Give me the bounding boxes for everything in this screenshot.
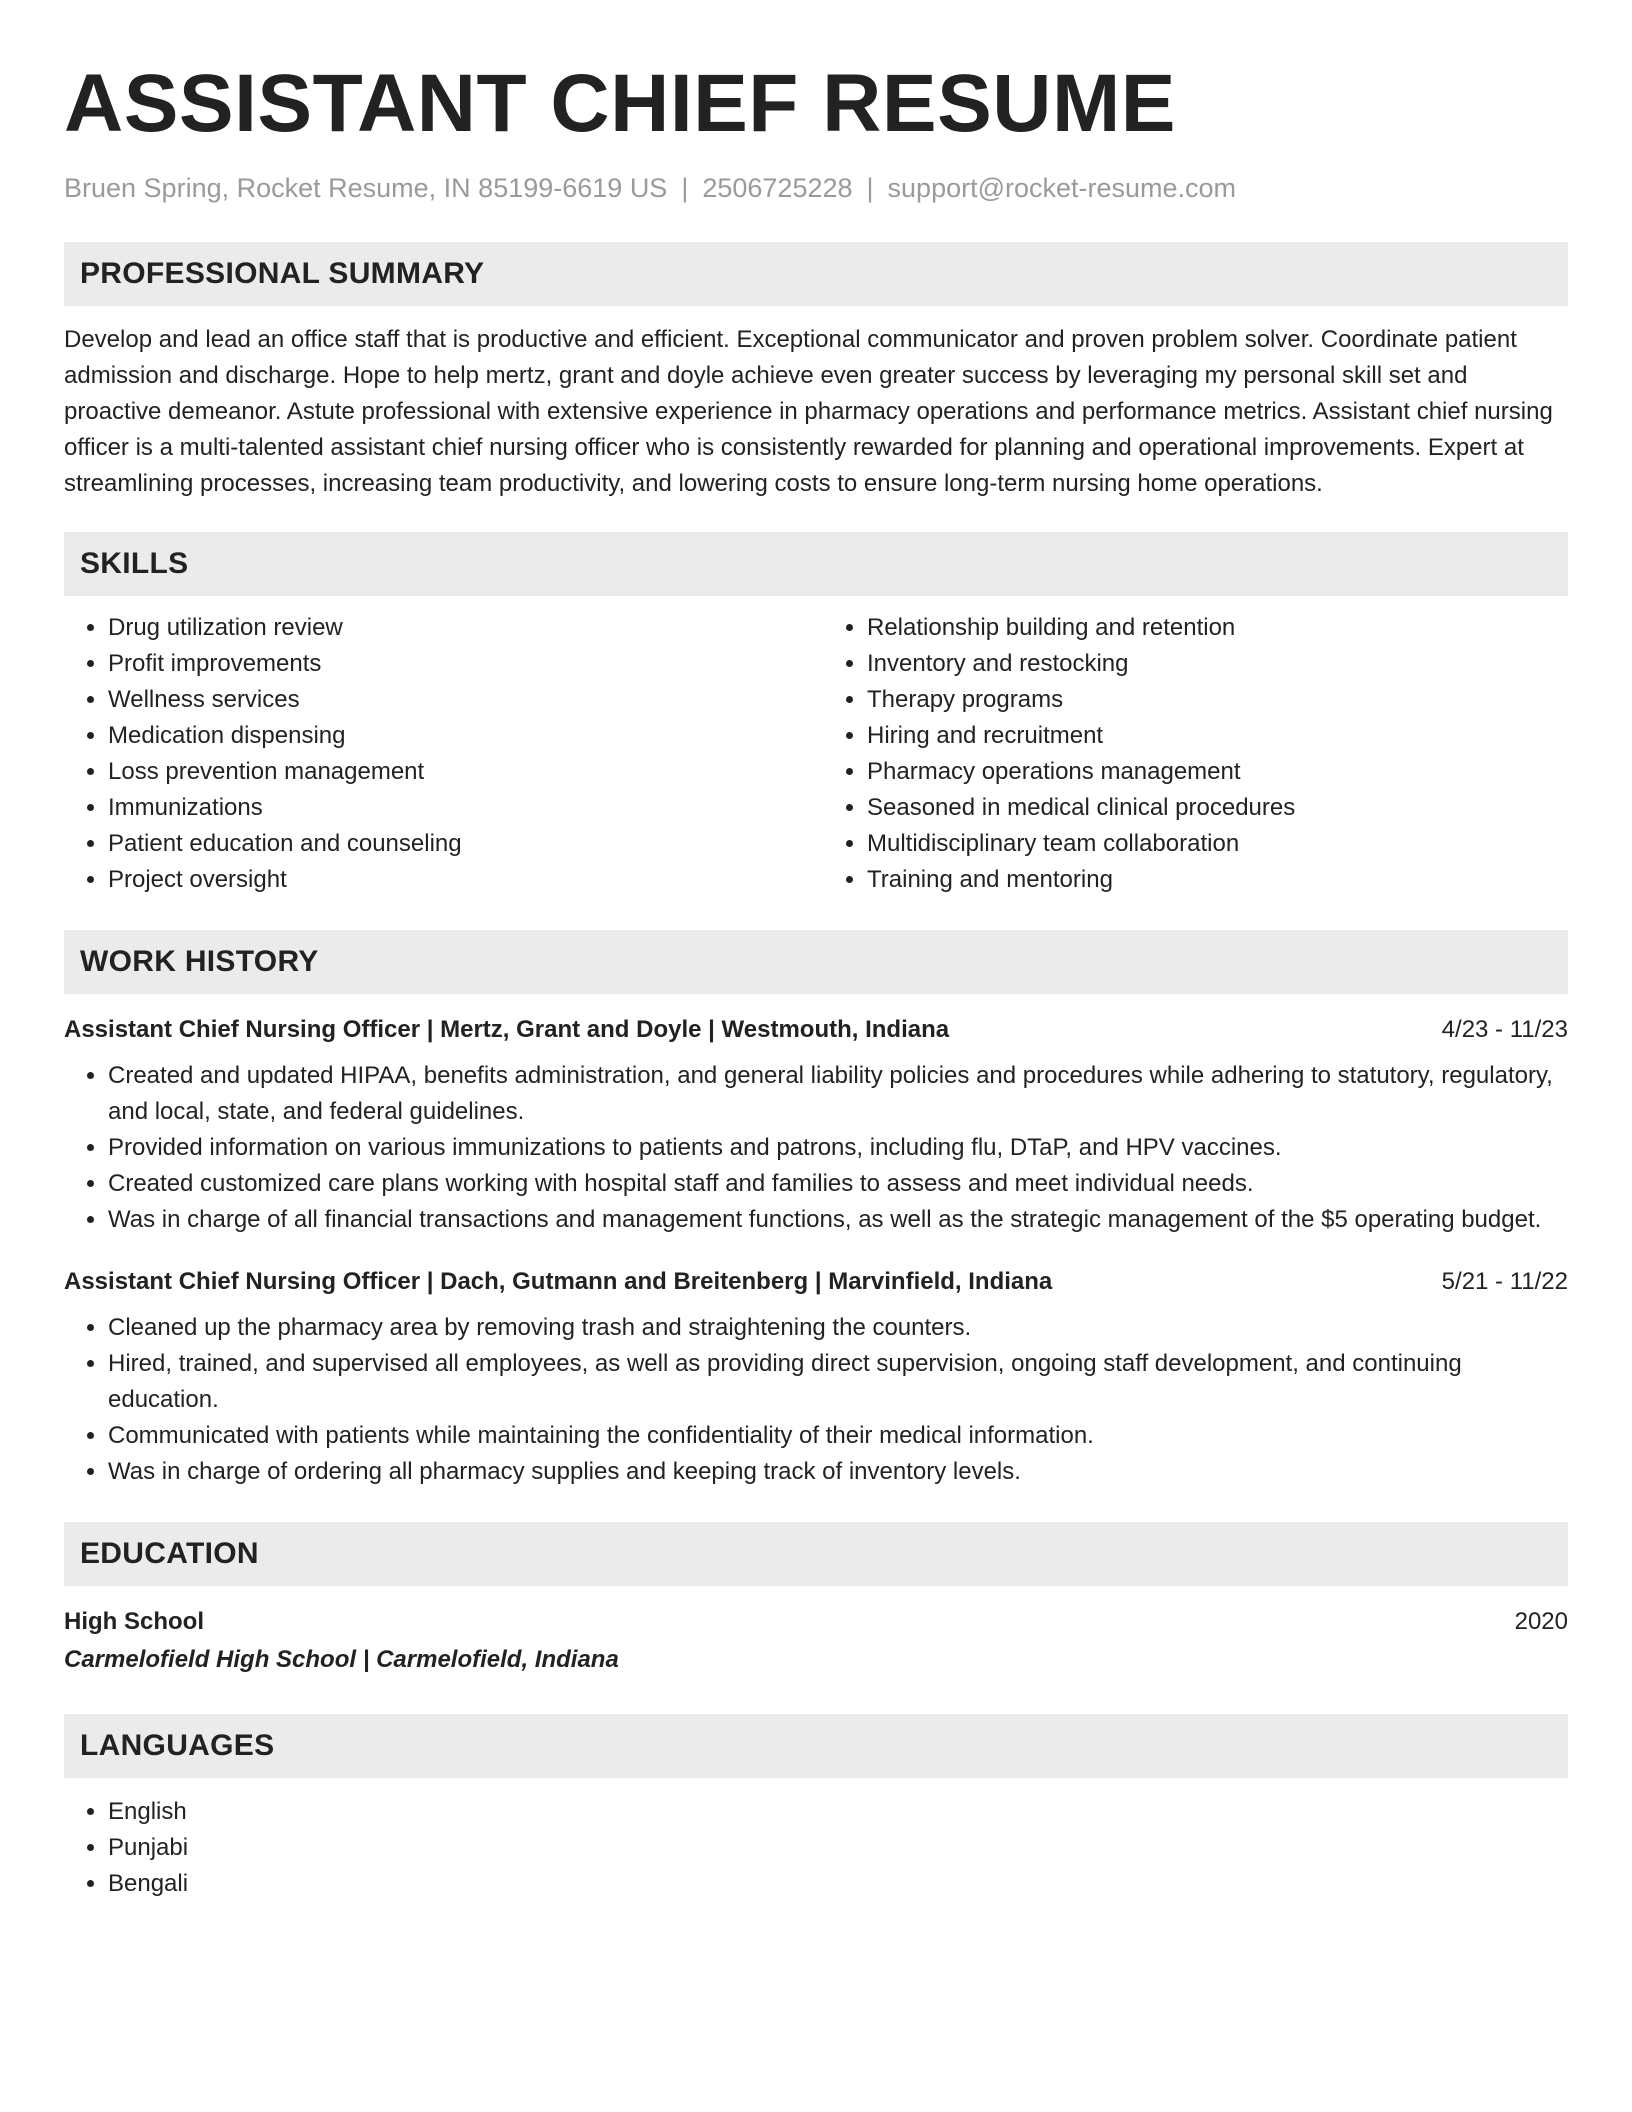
skills-section bbox=[64, 532, 1568, 898]
skill-item: • Medication dispensing bbox=[108, 718, 809, 754]
job-bullet: • Provided information on various immunizations to patients and patrons, including flu, DTaP, and HPV vaccines. bbox=[108, 1130, 1568, 1166]
job-bullets bbox=[64, 1058, 1568, 1238]
skill-item: • Training and mentoring bbox=[867, 862, 1568, 898]
skill-item: • Project oversight bbox=[108, 862, 809, 898]
job-bullet: • Created and updated HIPAA, benefits administration, and general liability policies and procedures while adhering to statutory, regulatory, and local, state, and federal guidelines. bbox=[108, 1058, 1568, 1130]
skill-item: • Relationship building and retention bbox=[867, 610, 1568, 646]
languages-heading: LANGUAGES bbox=[64, 1714, 1568, 1778]
job-bullet: • Hired, trained, and supervised all employees, as well as providing direct supervision, ongoing staff development, and continuing education. bbox=[108, 1346, 1568, 1418]
language-item: • Bengali bbox=[108, 1866, 1568, 1902]
job-entry bbox=[64, 1012, 1568, 1238]
contact-separator: | bbox=[681, 173, 689, 203]
skill-item: • Loss prevention management bbox=[108, 754, 809, 790]
job-title: Assistant Chief Nursing Officer | Mertz, Grant and Doyle | Westmouth, Indiana bbox=[64, 1016, 950, 1043]
skill-item: • Immunizations bbox=[108, 790, 809, 826]
skill-item: • Seasoned in medical clinical procedures bbox=[867, 790, 1568, 826]
skill-item: • Drug utilization review bbox=[108, 610, 809, 646]
job-entry bbox=[64, 1264, 1568, 1490]
job-bullet: • Communicated with patients while maintaining the confidentiality of their medical information. bbox=[108, 1418, 1568, 1454]
education-year: 2020 bbox=[1514, 1608, 1568, 1635]
skill-item: • Wellness services bbox=[108, 682, 809, 718]
skill-item: • Patient education and counseling bbox=[108, 826, 809, 862]
job-bullet: • Was in charge of all financial transactions and management functions, as well as the strategic management of the $5 operating budget. bbox=[108, 1202, 1568, 1238]
languages-list bbox=[64, 1794, 1568, 1902]
skills-list-right bbox=[809, 610, 1568, 898]
language-item: • English bbox=[108, 1794, 1568, 1830]
skill-item: • Multidisciplinary team collaboration bbox=[867, 826, 1568, 862]
job-bullet: • Cleaned up the pharmacy area by removing trash and straightening the counters. bbox=[108, 1310, 1568, 1346]
skills-heading: SKILLS bbox=[64, 532, 1568, 596]
skills-columns bbox=[64, 610, 1568, 898]
skill-item: • Therapy programs bbox=[867, 682, 1568, 718]
education-section bbox=[64, 1522, 1568, 1678]
skills-list-left bbox=[64, 610, 809, 898]
language-item: • Punjabi bbox=[108, 1830, 1568, 1866]
work-heading: WORK HISTORY bbox=[64, 930, 1568, 994]
skill-item: • Hiring and recruitment bbox=[867, 718, 1568, 754]
contact-line bbox=[64, 170, 1568, 206]
education-entry bbox=[64, 1604, 1568, 1678]
summary-section bbox=[64, 242, 1568, 502]
languages-section bbox=[64, 1714, 1568, 1902]
skill-item: • Profit improvements bbox=[108, 646, 809, 682]
job-title: Assistant Chief Nursing Officer | Dach, Gutmann and Breitenberg | Marvinfield, Indiana bbox=[64, 1268, 1053, 1295]
education-header bbox=[64, 1604, 1568, 1640]
job-dates: 4/23 - 11/23 bbox=[1441, 1016, 1568, 1043]
contact-separator: | bbox=[866, 173, 874, 203]
education-school: Carmelofield High School | Carmelofield, Indiana bbox=[64, 1646, 619, 1673]
job-bullet: • Created customized care plans working with hospital staff and families to assess and meet individual needs. bbox=[108, 1166, 1568, 1202]
contact-email: support@rocket-resume.com bbox=[887, 173, 1237, 203]
education-heading: EDUCATION bbox=[64, 1522, 1568, 1586]
skill-item: • Inventory and restocking bbox=[867, 646, 1568, 682]
summary-text: Develop and lead an office staff that is productive and efficient. Exceptional communicator and proven problem solver. Coordinate patient admission and discharge. Hope to help mertz, grant and doyle achieve even greater success by leveraging my personal skill set and proactive demeanor. Astute professional with extensive experience in pharmacy operations and performance metrics. Assistant chief nursing officer is a multi-talented assistant chief nursing officer who is consistently rewarded for planning and operational improvements. Expert at streamlining processes, increasing team productivity, and lowering costs to ensure long-term nursing home operations. bbox=[64, 326, 1553, 497]
job-header bbox=[64, 1264, 1568, 1300]
summary-heading: PROFESSIONAL SUMMARY bbox=[64, 242, 1568, 306]
skill-item: • Pharmacy operations management bbox=[867, 754, 1568, 790]
work-section bbox=[64, 930, 1568, 1490]
job-header bbox=[64, 1012, 1568, 1048]
job-dates: 5/21 - 11/22 bbox=[1441, 1268, 1568, 1295]
contact-phone: 2506725228 bbox=[702, 173, 853, 203]
job-bullets bbox=[64, 1310, 1568, 1490]
resume-title: ASSISTANT CHIEF RESUME bbox=[64, 58, 1176, 149]
job-bullet: • Was in charge of ordering all pharmacy supplies and keeping track of inventory levels. bbox=[108, 1454, 1568, 1490]
contact-address: Bruen Spring, Rocket Resume, IN 85199-6619 US bbox=[64, 173, 668, 203]
education-degree: High School bbox=[64, 1608, 204, 1635]
